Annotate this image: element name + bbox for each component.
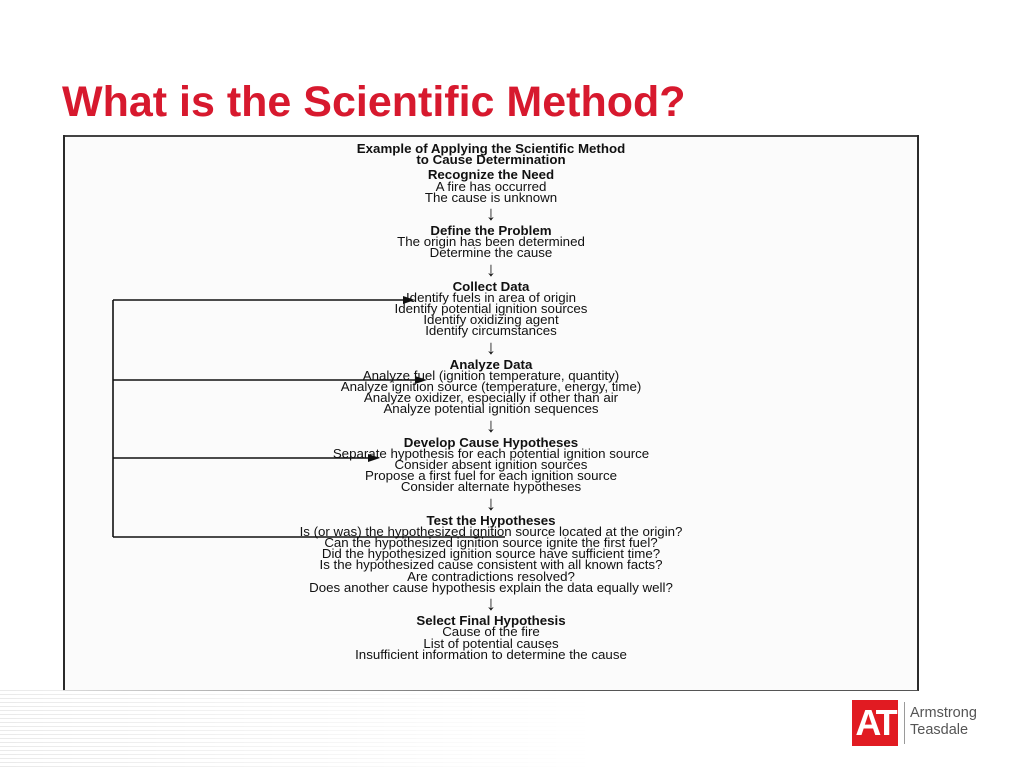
step-item: The origin has been determined (397, 234, 585, 250)
step-heading: Develop Cause Hypotheses (403, 434, 579, 450)
step-item: Consider alternate hypotheses (400, 479, 582, 495)
step-item: Insufficient information to determine the cause (355, 646, 627, 662)
step-item: Identify fuels in area of origin (405, 289, 576, 305)
step-item: Can the hypothesized ignition source ignite the first fuel? (324, 535, 658, 551)
down-arrow-icon: ↓ (486, 336, 496, 359)
step-item: List of potential causes (423, 635, 559, 651)
slide-title: What is the Scientific Method? (62, 78, 686, 126)
step-item: Did the hypothesized ignition source have sufficient time? (321, 546, 661, 562)
down-arrow-icon: ↓ (486, 258, 496, 281)
armstrong-teasdale-logo (852, 698, 1002, 750)
logo-line-2: Teasdale (910, 722, 969, 738)
step-item: Are contradictions resolved? (407, 568, 575, 584)
step-item: Is the hypothesized cause consistent with all known facts? (319, 557, 663, 573)
down-arrow-icon: ↓ (486, 203, 496, 226)
step-item: Cause of the fire (442, 624, 540, 640)
flowchart-title-line: Example of Applying the Scientific Method (356, 141, 626, 156)
step-item: Analyze oxidizer, especially if other than air (363, 390, 619, 406)
step-heading: Select Final Hypothesis (416, 613, 566, 629)
down-arrow-icon: ↓ (486, 593, 496, 616)
step-item: The cause is unknown (424, 189, 558, 205)
step-item: Identify oxidizing agent (423, 312, 559, 328)
step-heading: Recognize the Need (427, 167, 555, 183)
flowchart-title-line: to Cause Determination (416, 152, 566, 168)
step-item: Consider absent ignition sources (394, 457, 588, 473)
step-item: A fire has occurred (435, 178, 547, 194)
step-item: Identify potential ignition sources (394, 301, 588, 317)
step-item: Propose a first fuel for each ignition source (364, 468, 618, 484)
step-item: Separate hypothesis for each potential ignition source (332, 445, 650, 461)
scanned-flowchart (63, 135, 919, 691)
decorative-stripes (0, 690, 600, 768)
step-heading: Test the Hypotheses (426, 512, 556, 528)
step-item: Identify circumstances (425, 323, 557, 339)
down-arrow-icon: ↓ (486, 492, 496, 515)
logo-divider (904, 702, 905, 744)
step-item: Is (or was) the hypothesized ignition source located at the origin? (299, 523, 683, 539)
flowchart-text (65, 143, 917, 660)
step-heading: Collect Data (452, 278, 530, 294)
step-item: Analyze fuel (ignition temperature, quantity) (362, 367, 620, 383)
step-heading: Define the Problem (430, 223, 552, 239)
step-heading: Analyze Data (449, 356, 533, 372)
logo-wordmark (910, 705, 977, 739)
step-item: Analyze potential ignition sequences (383, 401, 599, 417)
step-item: Analyze ignition source (temperature, energy, time) (340, 379, 642, 395)
logo-mark: AT (852, 700, 898, 746)
step-item: Does another cause hypothesis explain the data equally well? (309, 579, 673, 595)
step-item: Determine the cause (429, 245, 553, 261)
down-arrow-icon: ↓ (486, 414, 496, 437)
logo-line-1: Armstrong (910, 705, 977, 721)
